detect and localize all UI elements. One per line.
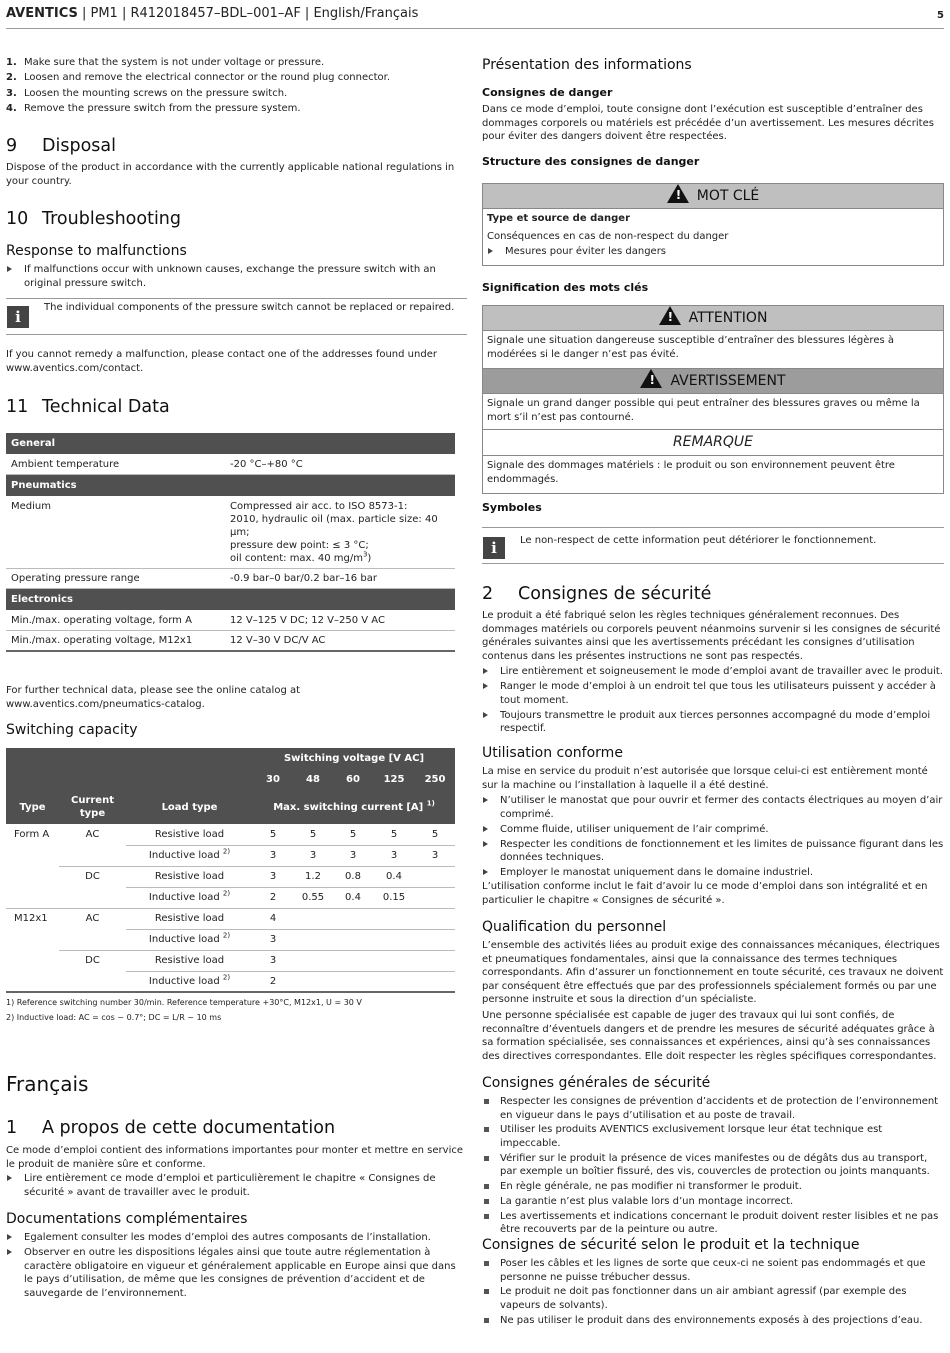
list-item: N’utiliser le manostat que pour ouvrir et fermer des contacts électriques au moyen d’air comprimé. [482,794,944,821]
securite-text: Le produit a été fabriqué selon les règles techniques généralement reconnues. Des dommages matériels ou corporels peuvent néanmoins survenir si les consignes de sécurité générales suivantes ainsi que les avertissements précédant les consignes d’utilisation contenus dans les présentes instructions ne sont pas respectés. [482,610,941,662]
cell-type [6,866,59,887]
subheading-qualification: Qualification du personnel [482,919,667,935]
table-section-row: Electronics [6,589,455,611]
list-item: Comme fluide, utiliser uniquement de l’air comprimé. [482,823,944,837]
heading-danger: Consignes de danger [482,86,613,99]
table-row [6,866,455,887]
cell-value [373,950,415,971]
avertissement-text: Signale un grand danger possible qui peut entraîner des blessures graves ou même la mort s’il n’est pas contourné. [483,394,943,430]
table-row: Operating pressure range -0.9 bar–0 bar/0.2 bar–16 bar [6,569,455,589]
heading-signification: Signification des mots clés [482,281,649,294]
warning-structure-box [482,183,944,266]
cell-value [415,908,455,929]
table-row [6,929,455,950]
cell-value [415,950,455,971]
cell-type [6,887,59,908]
heading-symboles: Symboles [482,501,542,514]
cell-load-type: Resistive load [126,950,253,971]
list-item: Respecter les conditions de fonctionnement et les limites de puissance figurant dans les données techniques. [482,838,944,865]
danger-consequences: Conséquences en cas de non-respect du danger [487,230,729,242]
list-item: La garantie n’est plus valable lors d’un montage incorrect. [482,1195,944,1209]
list-item: Vérifier sur le produit la présence de vices manifestes ou de dégâts dus au transport, par exemple un boîtier fissuré, des vis, couvercles de protection ou joints manquants. [482,1152,944,1179]
info-icon: i [483,537,505,559]
cell-value [333,908,373,929]
table-header-row: 30 48 60 125 250 [6,769,455,790]
cell-value: 0.8 [333,866,373,887]
cell-value [293,971,333,992]
list-item: If malfunctions occur with unknown causes, exchange the pressure switch with an original pressure switch. [6,263,464,290]
subheading-produit: Consignes de sécurité selon le produit et la technique [482,1237,860,1253]
utilisation-after: L’utilisation conforme inclut le fait d’avoir lu ce mode d’emploi dans son intégralité et en particulier le chapitre « Consignes de sécurité ». [482,881,928,906]
cell-value [373,908,415,929]
list-item: Employer le manostat uniquement dans le domaine industriel. [482,866,944,880]
cell-load-type: Resistive load [126,908,253,929]
tech-data-table [6,433,455,652]
contact-text: If you cannot remedy a malfunction, please contact one of the addresses found under www.aventics.com/contact. [6,349,437,374]
keywords-box [482,305,944,494]
table-row [6,824,455,845]
section-heading-troubleshooting: 10 Troubleshooting [6,209,182,229]
symbol-note-text: Le non-respect de cette information peut détériorer le fonctionnement. [520,535,877,546]
table-row [6,845,455,866]
list-item: Toujours transmettre le produit aux tierces personnes accompagné du mode d’emploi respectif. [482,709,944,736]
cell-value: 5 [269,828,277,840]
table-row: Min./max. operating voltage, M12x1 12 V–30 V DC/V AC [6,631,455,652]
cell-value: 0.4 [373,866,415,887]
malfunction-list [6,263,464,292]
cell-value [415,866,455,887]
utilisation-text: La mise en service du produit n’est autorisée que lorsque celui-ci est entièrement monté sur la machine ou l’installation à laquelle il a été destiné. [482,766,928,791]
cell-value [293,908,333,929]
table-row [6,971,455,992]
subheading-utilisation: Utilisation conforme [482,745,623,761]
cell-type [6,950,59,971]
table-section-row: General [6,433,455,455]
cell-current-type [59,887,126,908]
cell-value: 0.15 [373,887,415,908]
info-note-text: The individual components of the pressure switch cannot be replaced or repaired. [44,302,455,313]
cell-value: 5 [309,828,317,840]
avertissement-header: ! AVERTISSEMENT [483,369,943,394]
section-heading-securite: 2 Consignes de sécurité [482,584,712,604]
list-item: Le produit ne doit pas fonctionner dans un air ambiant agressif (par exemple des vapeurs de solvants). [482,1285,944,1312]
section-heading-disposal: 9 Disposal [6,136,116,156]
heading-structure: Structure des consignes de danger [482,155,700,168]
list-item: Lire entièrement et soigneusement le mode d’emploi avant de travailler avec le produit. [482,665,944,679]
cell-load-type: Inductive load $^{2)}$ [126,845,253,866]
cell-load-type: Inductive load $^{2)}$ [126,971,253,992]
cell-value [373,971,415,992]
cell-type: Form A [14,829,50,840]
list-item: Lire entièrement ce mode d’emploi et particulièrement le chapitre « Consignes de sécurité » avant de travailler avec le produit. [6,1172,464,1199]
switching-table-body [6,824,455,992]
cell-load-type: Inductive load $^{2)}$ [126,887,253,908]
cell-type: M12x1 [6,908,59,929]
cell-value: 2 [253,971,293,992]
warning-keyword: MOT CLÉ [696,188,760,204]
cell-value: 3 [293,845,333,866]
cell-value [415,929,455,950]
attention-text: Signale une situation dangereuse susceptible d’entraîner des blessures légères à modérées si le danger n’est pas évité. [483,331,943,369]
remarque-header: REMARQUE [483,430,943,456]
apropos-text: Ce mode d’emploi contient des informations importantes pour monter et mettre en service le produit de manière sûre et conforme. [6,1145,464,1170]
cell-value: 3 [415,845,455,866]
apropos-list [6,1172,464,1201]
warning-triangle-icon: ! [659,306,681,325]
subheading-doccomp: Documentations complémentaires [6,1211,248,1227]
cell-value [293,929,333,950]
step-item: 4. Remove the pressure switch from the pressure system. [6,102,301,114]
table-row: Medium Compressed air acc. to ISO 8573-1: 2010, hydraulic oil (max. particle size: 40 µm; pressure dew point: ≤ 3 °C; oil content: max. 40 $mg/m^3$) [6,497,455,569]
cell-value: 3 [253,866,293,887]
list-item: Mesures pour éviter les dangers [487,245,939,259]
cell-value: 1.2 [293,866,333,887]
qualification-text-2: Une personne spécialisée est capable de juger des travaux qui lui sont confiés, de reconnaître d’éventuels dangers et de prendre les mesures de sécurité adéquates grâce à sa formation spécialisée, ses connaissances et expériences, ainsi qu’à ses connaissances des directives correspondantes. Elle doit respecter les règles spécifiques correspondantes. [482,1010,937,1062]
table-section-row: Pneumatics [6,475,455,497]
warning-header [483,184,943,209]
securite-list [482,665,944,737]
subheading-presentation: Présentation des informations [482,57,692,73]
page-number: 5 [937,10,944,21]
cell-value: 4 [253,908,293,929]
cell-value [333,929,373,950]
cell-current-type [59,971,126,992]
table-row: Min./max. operating voltage, form A 12 V–125 V DC; 12 V–250 V AC [6,611,455,631]
list-item: Egalement consulter les modes d’emploi des autres composants de l’installation. [6,1231,464,1245]
cell-value [373,929,415,950]
cell-value: 2 [253,887,293,908]
list-item: Ranger le mode d’emploi à un endroit tel que tous les utilisateurs puissent y accéder à tout moment. [482,680,944,707]
subheading-malfunctions: Response to malfunctions [6,243,187,259]
footnote: 2) Inductive load: AC = cos ~ 0.7°; DC = L/R ~ 10 ms [6,1013,222,1022]
table-row [6,950,455,971]
danger-type: Type et source de danger [487,213,631,224]
cell-value: 3 [253,950,293,971]
remarque-text: Signale des dommages matériels : le produit ou son environnement peuvent être endommagés. [487,460,895,485]
produit-list [482,1257,944,1329]
further-data-text: For further technical data, please see the online catalog at www.aventics.com/pneumatics-catalog. [6,685,301,710]
cell-value: 5 [431,828,439,840]
table-row [6,887,455,908]
danger-text: Dans ce mode d’emploi, toute consigne dont l’exécution est susceptible d’entraîner des dommages corporels ou matériels est précédée d’un avertissement. Les mesures décrites pour éviter des dangers doivent être respectées. [482,104,934,143]
table-header-row: Type Current type Load type Max. switching current [A] $^{1)}$ [6,790,455,824]
cell-value [415,971,455,992]
switching-table [6,748,455,993]
cell-value [415,887,455,908]
list-item: Les avertissements et indications concernant le produit doivent rester lisibles et ne pas être recouverts par de la peinture ou autre. [482,1210,944,1237]
list-item: Utiliser les produits AVENTICS exclusivement lorsque leur état technique est impeccable. [482,1123,944,1150]
language-heading: Français [6,1072,89,1096]
list-item: Observer en outre les dispositions légales ainsi que toute autre réglementation à caractère obligatoire en vigueur et généralement applicable en Europe ainsi que dans le pays d’utilisation, de même que les consignes de prévention d’accident et de sauvegarde de l’environnement. [6,1246,464,1300]
cell-value: 5 [390,828,398,840]
doc-id: | PM1 | R412018457–BDL–001–AF | English/Français [77,6,419,21]
cell-type [6,845,59,866]
step-item: 1. Make sure that the system is not under voltage or pressure. [6,57,325,68]
cell-type [6,929,59,950]
doccomp-list [6,1231,464,1302]
cell-current-type [59,929,126,950]
disposal-text: Dispose of the product in accordance with the currently applicable national regulations in your country. [6,162,455,187]
warning-body [483,209,943,264]
cell-value: 5 [349,828,357,840]
cell-value [293,950,333,971]
cell-load-type: Inductive load $^{2)}$ [126,929,253,950]
cell-type [6,971,59,992]
cell-value [333,971,373,992]
cell-current-type: AC [59,908,126,929]
info-icon: i [7,306,29,328]
info-note [6,298,467,335]
cell-current-type: AC [85,829,100,840]
cell-load-type: Resistive load [154,828,225,840]
cell-value: 0.4 [333,887,373,908]
cell-current-type: DC [59,950,126,971]
cell-value: 3 [253,929,293,950]
list-item: Respecter les consignes de prévention d’accidents et de protection de l’environnement en vigueur dans le pays d’utilisation et au poste de travail. [482,1095,944,1122]
table-row: Ambient temperature -20 °C–+80 °C [6,455,455,475]
list-item: Poser les câbles et les lignes de sorte que ceux-ci ne soient pas endommagés et que personne ne puisse trébucher dessus. [482,1257,944,1284]
right-column [482,0,944,1326]
generales-list [482,1095,944,1238]
left-column [6,0,464,1299]
step-item: 3. Loosen the mounting screws on the pressure switch. [6,87,288,99]
table-header-row: Switching voltage [V AC] [6,748,455,769]
cell-value: 3 [333,845,373,866]
subheading-switching: Switching capacity [6,722,138,738]
cell-value [333,950,373,971]
brand-name: AVENTICS [6,6,78,21]
cell-current-type: DC [59,866,126,887]
list-item: En règle générale, ne pas modifier ni transformer le produit. [482,1180,944,1194]
danger-measures-list [487,245,939,259]
utilisation-list [482,794,944,882]
attention-header: ! ATTENTION [483,306,943,331]
removal-steps [6,55,464,116]
warning-triangle-icon: ! [667,184,689,203]
cell-value: 3 [253,845,293,866]
subheading-generales: Consignes générales de sécurité [482,1075,711,1091]
cell-current-type [59,845,126,866]
cell-value: 0.55 [293,887,333,908]
qualification-text: L’ensemble des activités liées au produit exige des connaissances mécaniques, électriques et pneumatiques fondamentales, ainsi que la connaissance des termes techniques correspondants. Afin d’assurer un fonctionnement en toute sécurité, ces travaux ne doivent par conséquent être effectués que par des professionnels spécialement formés ou par une personne instruite et sous la direction d’un spécialiste. [482,940,944,1006]
table-row [6,908,455,929]
cell-load-type: Resistive load [126,866,253,887]
section-heading-tech-data: 11 Technical Data [6,397,170,417]
footnote: 1) Reference switching number 30/min. Reference temperature +30°C, M12x1, U = 30 V [6,998,362,1007]
step-item: 2. Loosen and remove the electrical connector or the round plug connector. [6,72,391,84]
warning-triangle-icon: ! [640,369,662,388]
symbol-note [482,527,944,564]
section-heading-apropos: 1 A propos de cette documentation [6,1118,336,1138]
cell-value: 3 [373,845,415,866]
list-item: Ne pas utiliser le produit dans des environnements exposés à des projections d’eau. [482,1314,944,1328]
